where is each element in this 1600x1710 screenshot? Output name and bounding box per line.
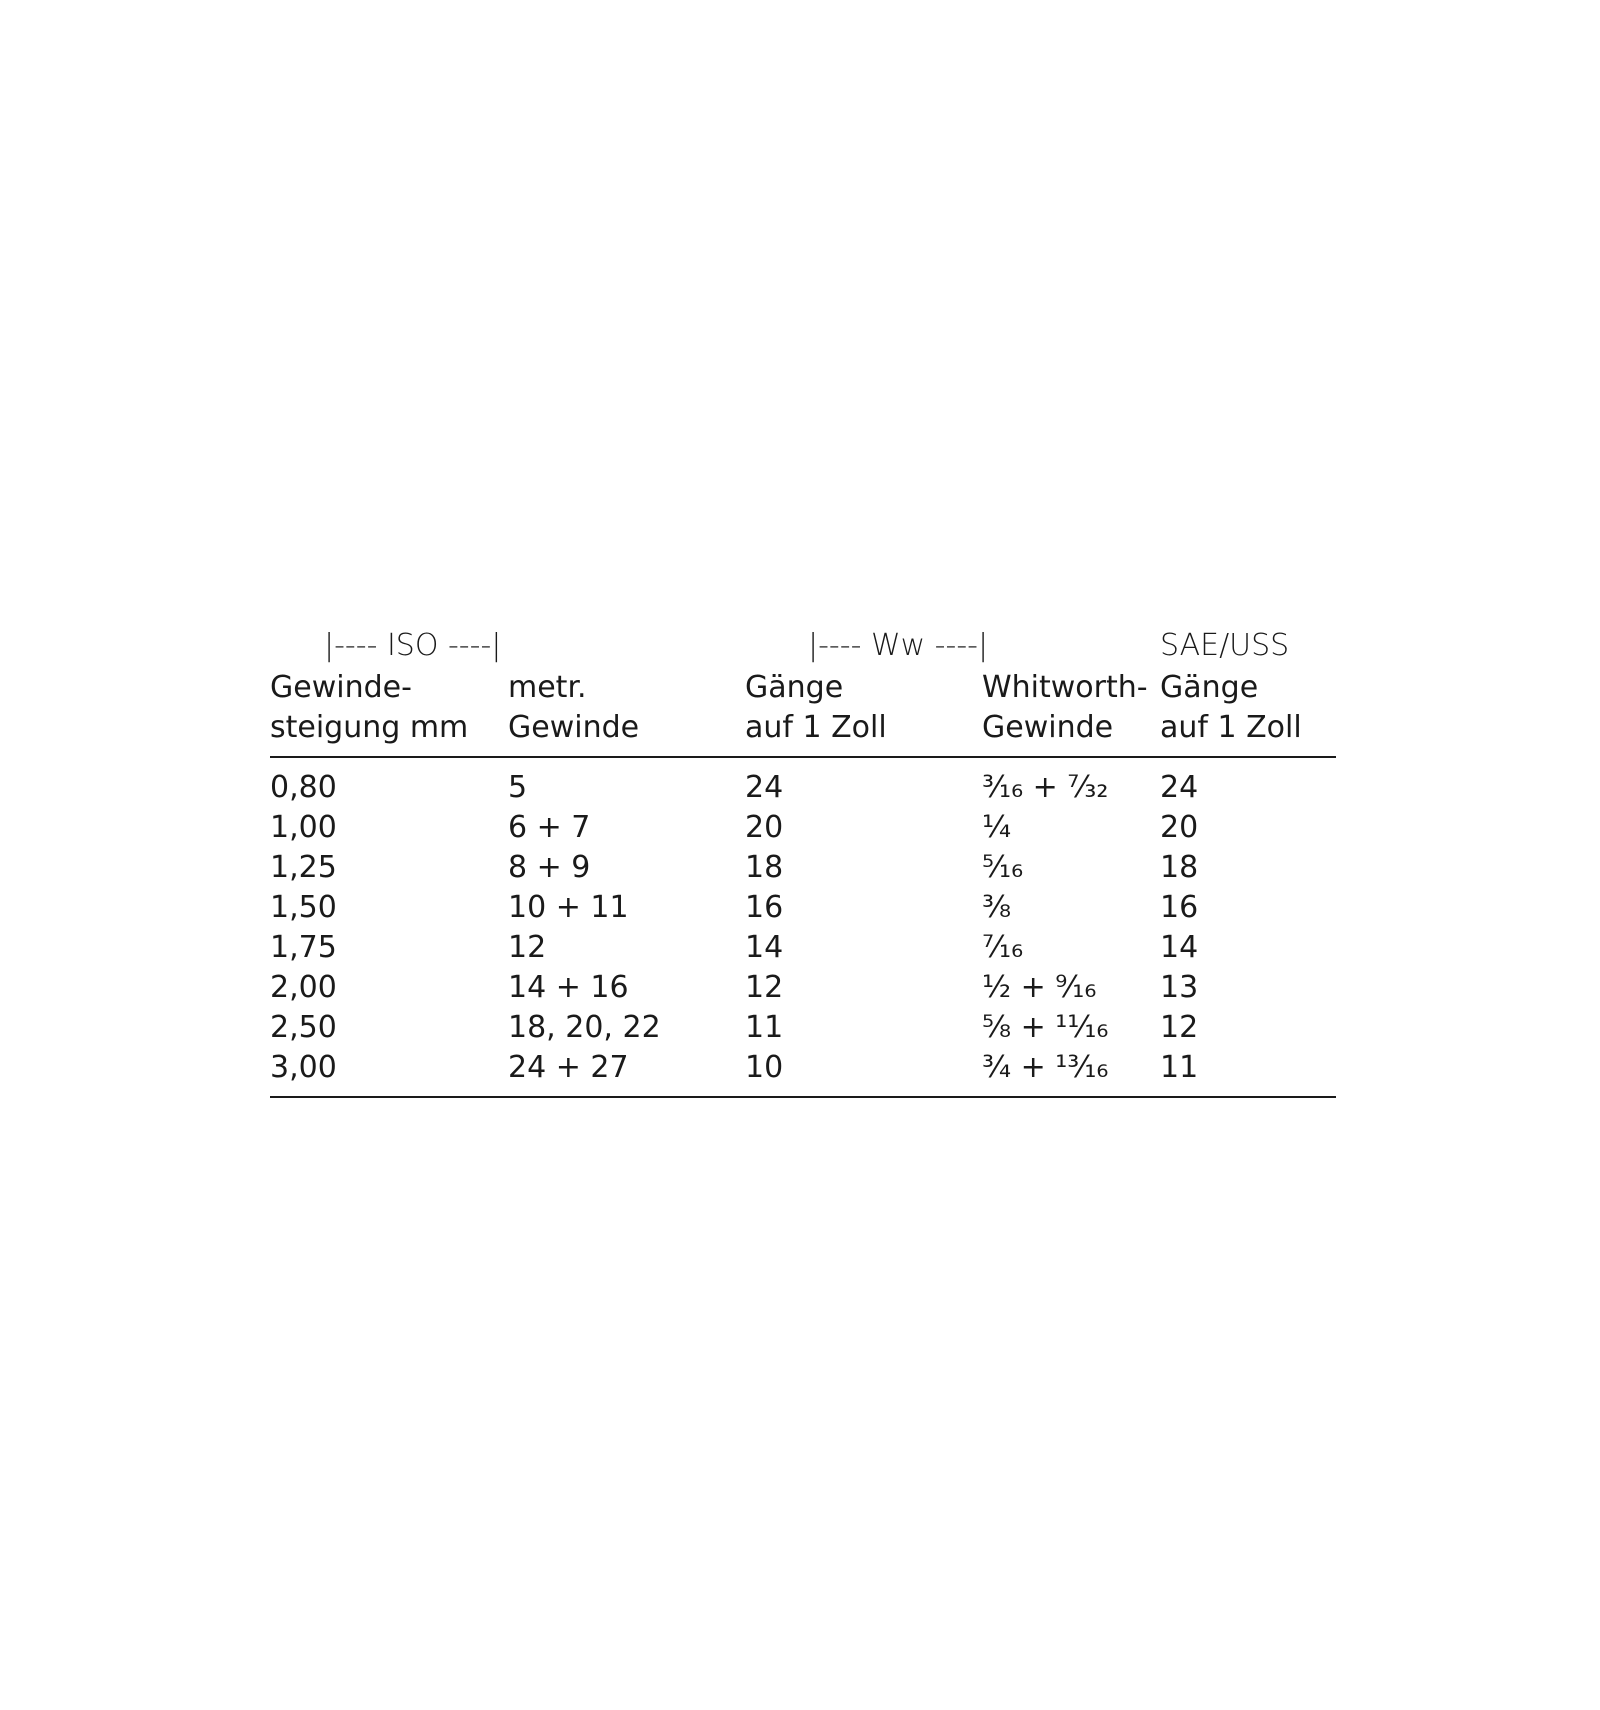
cell-pitch: 2,50	[270, 1010, 337, 1045]
cell-metric: 6 + 7	[508, 810, 591, 845]
table-row	[270, 928, 1336, 968]
column-header: steigung mm	[270, 710, 469, 745]
cell-whitworth: ³⁄₈	[982, 890, 1012, 925]
column-header-row-2	[270, 708, 1336, 748]
cell-pitch: 0,80	[270, 770, 337, 805]
cell-ww-tpi: 18	[745, 850, 784, 885]
column-header: metr.	[508, 670, 587, 705]
cell-metric: 18, 20, 22	[508, 1010, 661, 1045]
column-header: auf 1 Zoll	[1160, 710, 1302, 745]
cell-metric: 10 + 11	[508, 890, 629, 925]
cell-whitworth: ⁵⁄₁₆	[982, 850, 1024, 885]
table-row	[270, 808, 1336, 848]
cell-metric: 24 + 27	[508, 1050, 629, 1085]
column-header: Gänge	[1160, 670, 1259, 705]
cell-metric: 5	[508, 770, 528, 805]
cell-whitworth: ¹⁄₂ + ⁹⁄₁₆	[982, 970, 1097, 1005]
column-header: Gewinde	[508, 710, 640, 745]
column-header: auf 1 Zoll	[745, 710, 887, 745]
cell-sae-tpi: 18	[1160, 850, 1199, 885]
cell-metric: 14 + 16	[508, 970, 629, 1005]
cell-pitch: 1,25	[270, 850, 337, 885]
cell-sae-tpi: 24	[1160, 770, 1199, 805]
table-row	[270, 888, 1336, 928]
column-header: Gänge	[745, 670, 844, 705]
cell-ww-tpi: 10	[745, 1050, 784, 1085]
cell-ww-tpi: 11	[745, 1010, 784, 1045]
thread-table	[270, 624, 1336, 1098]
cell-whitworth: ⁷⁄₁₆	[982, 930, 1024, 965]
cell-sae-tpi: 14	[1160, 930, 1199, 965]
cell-whitworth: ¹⁄₄	[982, 810, 1012, 845]
cell-ww-tpi: 24	[745, 770, 784, 805]
cell-pitch: 1,50	[270, 890, 337, 925]
column-header-row-1	[270, 668, 1336, 708]
cell-metric: 8 + 9	[508, 850, 591, 885]
cell-sae-tpi: 20	[1160, 810, 1199, 845]
column-header: Gewinde	[982, 710, 1114, 745]
table-row	[270, 968, 1336, 1008]
cell-sae-tpi: 11	[1160, 1050, 1199, 1085]
group-header-ww: |---- Ww ----|	[808, 628, 989, 663]
table-row	[270, 1048, 1336, 1088]
table-body	[270, 758, 1336, 1096]
table-row	[270, 848, 1336, 888]
cell-whitworth: ⁵⁄₈ + ¹¹⁄₁₆	[982, 1010, 1109, 1045]
cell-whitworth: ³⁄₄ + ¹³⁄₁₆	[982, 1050, 1109, 1085]
bottom-divider	[270, 1096, 1336, 1098]
cell-pitch: 2,00	[270, 970, 337, 1005]
column-header: Whitworth-	[982, 670, 1148, 705]
table-row	[270, 1008, 1336, 1048]
group-header-sae: SAE/USS	[1160, 628, 1290, 663]
cell-pitch: 1,75	[270, 930, 337, 965]
cell-sae-tpi: 16	[1160, 890, 1199, 925]
cell-whitworth: ³⁄₁₆ + ⁷⁄₃₂	[982, 770, 1109, 805]
cell-metric: 12	[508, 930, 547, 965]
group-header-row	[270, 624, 1336, 668]
cell-ww-tpi: 20	[745, 810, 784, 845]
cell-sae-tpi: 13	[1160, 970, 1199, 1005]
cell-ww-tpi: 14	[745, 930, 784, 965]
column-header: Gewinde-	[270, 670, 412, 705]
cell-pitch: 1,00	[270, 810, 337, 845]
cell-sae-tpi: 12	[1160, 1010, 1199, 1045]
cell-ww-tpi: 12	[745, 970, 784, 1005]
table-row	[270, 768, 1336, 808]
cell-pitch: 3,00	[270, 1050, 337, 1085]
group-header-iso: |---- ISO ----|	[324, 628, 502, 663]
cell-ww-tpi: 16	[745, 890, 784, 925]
